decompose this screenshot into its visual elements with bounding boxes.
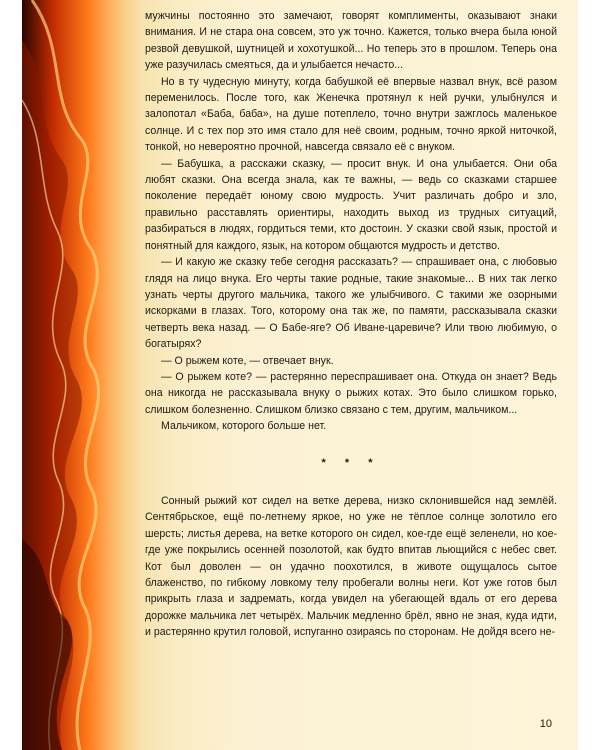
body-text: [145, 8, 557, 641]
paragraph: — О рыжем коте, — отвечает внук.: [161, 354, 334, 367]
book-page: [22, 0, 578, 750]
paragraph: — И какую же сказку тебе сегодня рассказать? — спрашивает она, с любовью глядя на лицо внука. Его черты такие родные, такие знакомые... В них так легко узнать черты другого мальчика, такого же улыбчивого. С такими же озорными искорками в глазах. Того, которому она так же, по памяти, рассказывала сказки четверть века назад. — О Бабе-яге? Об Иване-царевиче? Или твою любимую, о богатырях?: [145, 256, 557, 351]
paragraph: — О рыжем коте? — растерянно переспрашивает она. Откуда он знает? Ведь она никогда не рассказывала внуку о рыжих котах. Это было слишком горько, слишком болезненно. Слишком близко связано с тем, другим, мальчиком...: [145, 370, 557, 416]
paragraph: мужчины постоянно это замечают, говорят комплименты, оказывают знаки внимания. И не стара она совсем, это уж точно. Кажется, только вчера была юной резвой девушкой, шутницей и хохотушкой... Но теперь это в прошлом. Теперь она уже разучилась смеяться, да и улыбается нечасто...: [145, 10, 557, 72]
paragraph: Сонный рыжий кот сидел на ветке дерева, низко склонившейся над землёй. Сентябрьское, ещё по-летнему яркое, но уже не тёплое солнце золотило его шерсть; листья дерева, на ветке которого он сидел, кое-где ещё зеленели, но кое-где уже покрылись осенней позолотой, как будто впитав льющийся с небес свет. Кот был доволен — он удачно поохотился, в животе ощущалось сытое блаженство, по гибкому ловкому телу пробегали волны неги. Кот уже готов был прикрыть глаза и задремать, когда увидел на убегающей вдаль от его дерева дорожке мальчика лет четырёх. Мальчик медленно брёл, явно не зная, куда идти, и растерянно крутил головой, испуганно озираясь по сторонам. Не дойдя всего не-: [145, 494, 557, 639]
paragraph: — Бабушка, а расскажи сказку, — просит внук. И она улыбается. Они оба любят сказки. Она всегда знала, как те важны, — ведь со сказками старшее поколение передаёт юному свою мудрость. Учит различать добро и зло, правильно расставлять ориентиры, находить выход из трудных ситуаций, разбираться в людях, гордиться теми, кто достоин. У сказки свой язык, простой и понятный для каждого, язык, на котором общаются мудрость и детство.: [145, 157, 557, 252]
section-separator: * * *: [321, 456, 381, 469]
page-number: 10: [539, 718, 552, 730]
paragraph: Мальчиком, которого больше нет.: [161, 420, 327, 433]
fire-decoration-image: [22, 0, 142, 750]
paragraph: Но в ту чудесную минуту, когда бабушкой её впервые назвал внук, всё разом переменилось. После того, как Женечка протянул к ней ручки, улыбнулся и залопотал «Баба, баба», на душе потеплело, точно внутри зажглось маленькое солнце. И с тех пор это имя стало для неё своим, родным, точно яркой ниточкой, тонкой, но невероятно прочной, навсегда связало её с внуком.: [145, 75, 557, 154]
